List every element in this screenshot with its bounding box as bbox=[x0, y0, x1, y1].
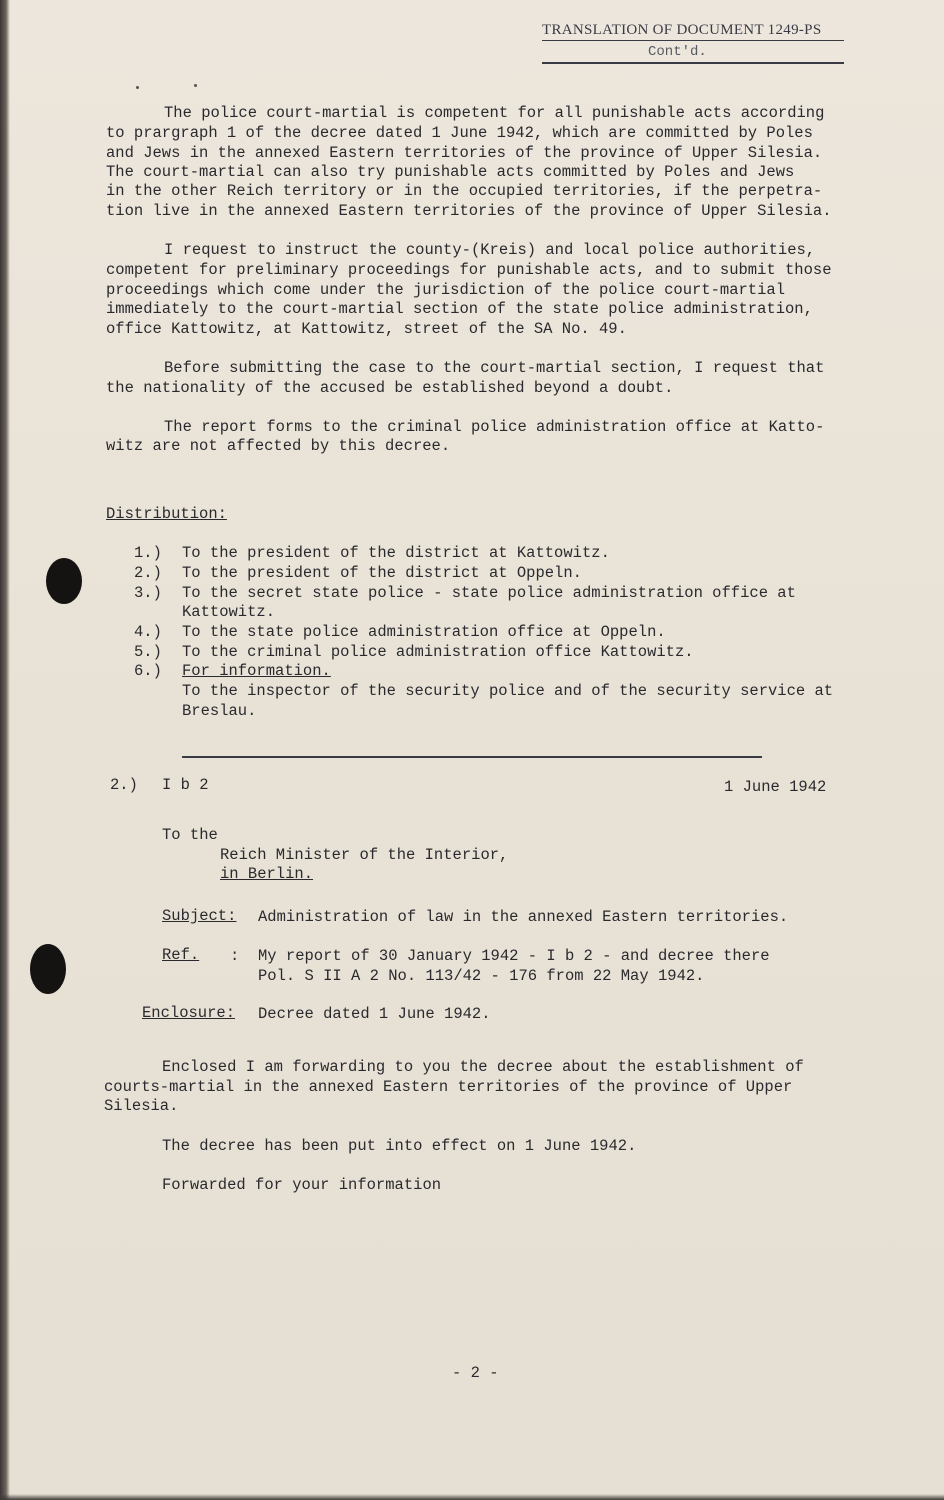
para1-line: The police court-martial is competent for all punishable acts according bbox=[164, 104, 825, 122]
address-to: To the bbox=[162, 826, 218, 844]
ref-colon: : bbox=[230, 947, 240, 965]
distribution-item-number: 1.) bbox=[134, 544, 162, 562]
para2-line: I request to instruct the county-(Kreis) and local police authorities, bbox=[164, 241, 816, 259]
enclosure-label: Enclosure: bbox=[142, 1004, 236, 1022]
punch-hole-upper bbox=[46, 558, 82, 604]
subject-label: Subject: bbox=[162, 907, 237, 925]
distribution-item-text: To the president of the district at Oppeln. bbox=[182, 564, 582, 582]
para4-line: witz are not affected by this decree. bbox=[106, 437, 451, 455]
header-rule-top bbox=[542, 40, 844, 41]
distribution-item-number: 5.) bbox=[134, 643, 162, 661]
distribution-item-text: Kattowitz. bbox=[182, 603, 276, 621]
para2-line: office Kattowitz, at Kattowitz, street of the SA No. 49. bbox=[106, 320, 627, 338]
letter-date: 1 June 1942 bbox=[724, 778, 827, 796]
distribution-info-line: To the inspector of the security police and of the security service at bbox=[182, 682, 834, 700]
para2-line: competent for preliminary proceedings for punishable acts, and to submit those bbox=[106, 261, 832, 279]
para1-line: and Jews in the annexed Eastern territories of the province of Upper Silesia. bbox=[106, 144, 823, 162]
page-number: - 2 - bbox=[452, 1364, 499, 1382]
letter-ref-code: I b 2 bbox=[162, 776, 209, 794]
para2-line: immediately to the court-martial section of the state police administration, bbox=[106, 300, 813, 318]
section-divider bbox=[182, 756, 762, 758]
address-location: in Berlin. bbox=[220, 865, 314, 883]
address-recipient: Reich Minister of the Interior, bbox=[220, 846, 509, 864]
para1-line: tion live in the annexed Eastern territories of the province of Upper Silesia. bbox=[106, 202, 832, 220]
letter-para1-line: Silesia. bbox=[104, 1097, 179, 1115]
para2-line: proceedings which come under the jurisdiction of the police court-martial bbox=[106, 281, 786, 299]
scan-edge-left bbox=[0, 0, 10, 1500]
letter-para1-line: courts-martial in the annexed Eastern territories of the province of Upper bbox=[104, 1078, 793, 1096]
punch-hole-lower bbox=[30, 944, 66, 994]
letter-number: 2.) bbox=[110, 776, 138, 794]
distribution-item-number: 2.) bbox=[134, 564, 162, 582]
distribution-item-number: 6.) bbox=[134, 662, 162, 680]
distribution-item-text: To the secret state police - state police administration office at bbox=[182, 584, 796, 602]
para1-line: in the other Reich territory or in the occupied territories, if the perpetra- bbox=[106, 182, 823, 200]
letter-para1-line: Enclosed I am forwarding to you the decree about the establishment of bbox=[162, 1058, 804, 1076]
distribution-info-line: Breslau. bbox=[182, 702, 257, 720]
header-title: TRANSLATION OF DOCUMENT 1249-PS bbox=[542, 22, 822, 38]
distribution-item-text: For information. bbox=[182, 662, 331, 680]
ref-label: Ref. bbox=[162, 946, 200, 964]
speck bbox=[194, 84, 197, 87]
letter-para2: The decree has been put into effect on 1 June 1942. bbox=[162, 1137, 637, 1155]
para3-line: Before submitting the case to the court-martial section, I request that bbox=[164, 359, 825, 377]
ref-line: Pol. S II A 2 No. 113/42 - 176 from 22 May 1942. bbox=[258, 967, 705, 985]
subject-text: Administration of law in the annexed Eastern territories. bbox=[258, 908, 789, 926]
distribution-item-text: To the state police administration office at Oppeln. bbox=[182, 623, 666, 641]
distribution-item-text: To the president of the district at Kattowitz. bbox=[182, 544, 610, 562]
para1-line: The court-martial can also try punishable acts committed by Poles and Jews bbox=[106, 163, 795, 181]
scan-edge-bottom bbox=[0, 1494, 944, 1500]
para1-line: to prargraph 1 of the decree dated 1 June 1942, which are committed by Poles bbox=[106, 124, 813, 142]
para4-line: The report forms to the criminal police administration office at Katto- bbox=[164, 418, 825, 436]
distribution-heading: Distribution: bbox=[106, 505, 227, 523]
speck bbox=[136, 86, 139, 89]
para3-line: the nationality of the accused be established beyond a doubt. bbox=[106, 379, 674, 397]
distribution-item-text: To the criminal police administration office Kattowitz. bbox=[182, 643, 694, 661]
ref-line: My report of 30 January 1942 - I b 2 - and decree there bbox=[258, 947, 770, 965]
translation-header bbox=[542, 22, 844, 66]
distribution-item-number: 4.) bbox=[134, 623, 162, 641]
header-rule-bottom bbox=[542, 62, 844, 64]
distribution-item-number: 3.) bbox=[134, 584, 162, 602]
enclosure-text: Decree dated 1 June 1942. bbox=[258, 1005, 491, 1023]
header-subtitle: Cont'd. bbox=[648, 44, 707, 60]
letter-para3: Forwarded for your information bbox=[162, 1176, 442, 1194]
